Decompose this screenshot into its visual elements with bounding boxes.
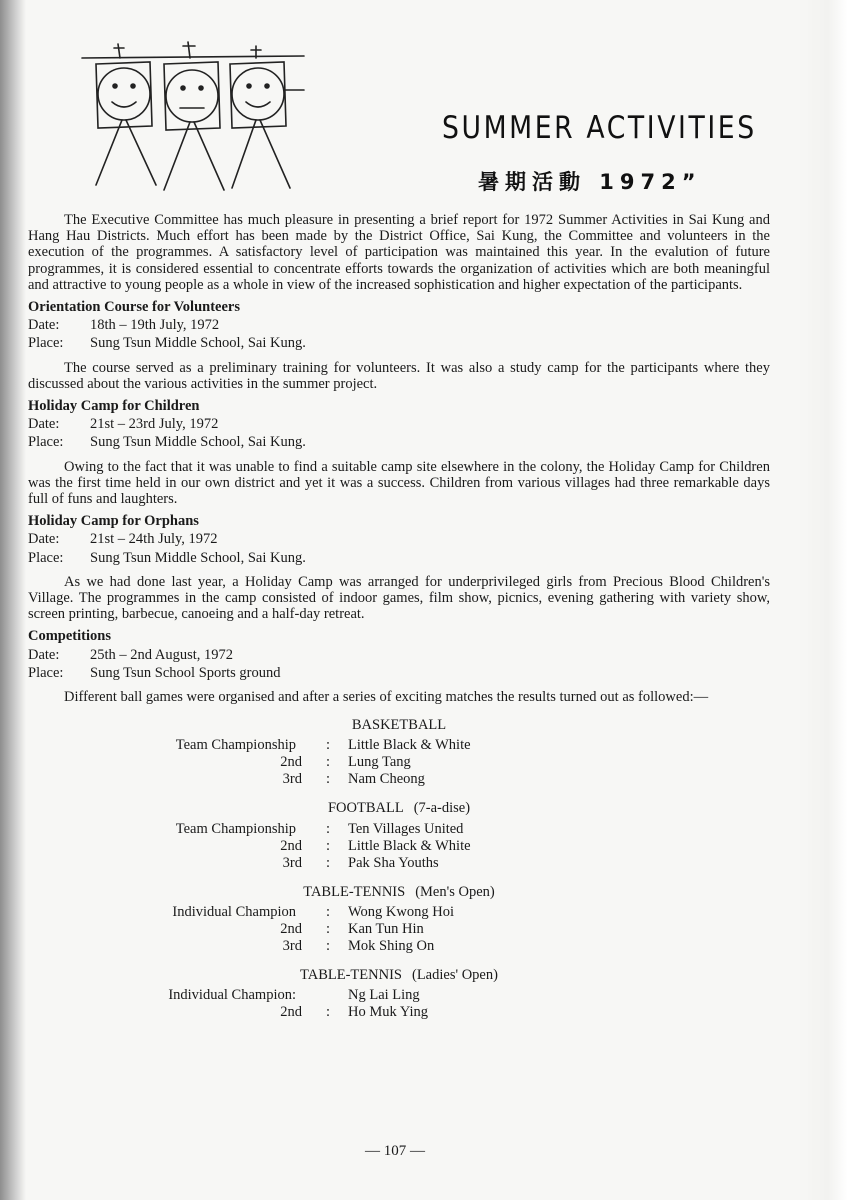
report-body (28, 212, 770, 1021)
date-label: Date: (28, 646, 60, 663)
result-row (28, 921, 770, 938)
result-colon: : (325, 1004, 331, 1021)
date-value: 21st – 24th July, 1972 (90, 531, 218, 548)
result-value: Little Black & White (348, 737, 471, 754)
result-colon: : (325, 854, 331, 871)
place-value: Sung Tsun Middle School, Sai Kung. (90, 335, 306, 352)
result-value: Nam Cheong (348, 771, 425, 788)
competition-subtitle: (Ladies' Open) (411, 966, 498, 983)
competition-title (28, 717, 770, 733)
section-heading: Competitions (28, 628, 111, 645)
result-row (28, 1004, 770, 1021)
date-value: 25th – 2nd August, 1972 (90, 646, 233, 663)
result-row (28, 987, 770, 1004)
section-text: As we had done last year, a Holiday Camp was arranged for underprivileged girls from Precious Blood Children's Village. The programmes in the camp consisted of indoor games, film show, picnics, evening gathering with variety show, screen printing, barbecue, canoeing and a half-day retreat. (28, 573, 770, 623)
section-heading: Holiday Camp for Orphans (28, 513, 199, 530)
place-label: Place: (28, 434, 64, 451)
result-colon: : (325, 903, 331, 920)
competition-results (28, 717, 770, 1021)
result-value: Ten Villages United (348, 820, 464, 837)
section-date (28, 317, 770, 333)
result-row (28, 771, 770, 788)
three-faces-drawing-icon (78, 40, 308, 205)
result-label: 3rd (282, 771, 302, 788)
result-row (28, 904, 770, 921)
competition-subtitle: (Men's Open) (415, 883, 495, 900)
place-label: Place: (28, 664, 64, 681)
section-text: Owing to the fact that it was unable to find a suitable camp site elsewhere in the colony, the Holiday Camp for Children was the first time held in our own district and yet it was a success. Children from various villages had three remarkable days full of funs and laughters. (28, 458, 770, 508)
result-label: Team Championship (175, 820, 296, 837)
page-number: — 107 — (365, 1143, 425, 1159)
result-row (28, 754, 770, 771)
intro-paragraph: The Executive Committee has much pleasure in presenting a brief report for 1972 Summer Activities in Sai Kung and Hang Hau Districts. Much effort has been made by the District Office, Sai Kung, the Committee and volunteers in the execution of the programmes. A satisfactory level of participation was maintained this year. In the evalution of future programmes, it is considered essential to concentrate efforts towards the organization of activities which are both meaningful and attractive to young people as a whole in view of the increased sophistication and higher expectation of the participants. (28, 212, 770, 293)
result-value: Ng Lai Ling (348, 987, 420, 1004)
date-value: 18th – 19th July, 1972 (90, 317, 220, 334)
date-value: 21st – 23rd July, 1972 (90, 416, 219, 433)
result-colon: : (325, 754, 331, 771)
result-value: Lung Tang (348, 754, 411, 771)
result-colon: : (325, 771, 331, 788)
section-place (28, 434, 770, 450)
section-text: The course served as a preliminary training for volunteers. It was also a study camp for the participants where they discussed about the various activities in the summer project. (28, 359, 770, 392)
date-label: Date: (28, 416, 60, 433)
result-label: Individual Champion: (168, 987, 296, 1004)
competition-name: TABLE-TENNIS (303, 883, 406, 900)
competition-name: BASKETBALL (351, 717, 447, 734)
date-label: Date: (28, 531, 60, 548)
place-value: Sung Tsun School Sports ground (90, 664, 281, 681)
result-value: Kan Tun Hin (348, 920, 424, 937)
section-competitions (28, 628, 770, 705)
result-value: Little Black & White (348, 837, 471, 854)
page-title: SUMMER ACTIVITIES (442, 110, 757, 146)
section-date (28, 416, 770, 432)
result-colon: : (325, 737, 331, 754)
result-label: Team Championship (175, 737, 296, 754)
result-value: Ho Muk Ying (348, 1004, 429, 1021)
section-place (28, 335, 770, 351)
place-value: Sung Tsun Middle School, Sai Kung. (90, 549, 306, 566)
result-row (28, 821, 770, 838)
result-value: Pak Sha Youths (348, 854, 439, 871)
competition-title (28, 800, 770, 816)
result-row (28, 855, 770, 872)
section-text: Different ball games were organised and after a series of exciting matches the results turned out as followed:— (64, 689, 709, 706)
section-orphans-camp (28, 513, 770, 622)
result-colon: : (325, 837, 331, 854)
section-date (28, 647, 770, 663)
section-date (28, 531, 770, 547)
result-label: 2nd (280, 920, 302, 937)
result-label: Individual Champion (172, 903, 296, 920)
result-row (28, 737, 770, 754)
section-place (28, 665, 770, 681)
result-colon: : (325, 937, 331, 954)
competition-name: FOOTBALL (327, 800, 404, 817)
result-colon: : (325, 920, 331, 937)
competition-subtitle: (7-a-dise) (413, 800, 471, 817)
result-colon: : (325, 820, 331, 837)
result-label: 3rd (282, 854, 302, 871)
result-label: 3rd (282, 937, 302, 954)
competition-title (28, 967, 770, 983)
section-heading: Orientation Course for Volunteers (28, 299, 240, 316)
result-row (28, 838, 770, 855)
competition-name: TABLE-TENNIS (300, 966, 402, 983)
competition-title (28, 884, 770, 900)
section-children-camp (28, 398, 770, 507)
result-label: 2nd (280, 754, 302, 771)
place-label: Place: (28, 549, 64, 566)
result-label: 2nd (280, 1004, 302, 1021)
place-value: Sung Tsun Middle School, Sai Kung. (90, 434, 306, 451)
result-value: Mok Shing On (348, 937, 435, 954)
page-header (0, 30, 848, 200)
result-label: 2nd (280, 837, 302, 854)
date-label: Date: (28, 317, 60, 334)
section-place (28, 550, 770, 566)
result-value: Wong Kwong Hoi (348, 903, 454, 920)
section-heading: Holiday Camp for Children (28, 398, 200, 415)
result-colon (308, 987, 348, 1004)
result-row (28, 938, 770, 955)
place-label: Place: (28, 335, 64, 352)
section-orientation (28, 299, 770, 392)
page-subtitle: 暑期活動 1972” (478, 170, 702, 194)
